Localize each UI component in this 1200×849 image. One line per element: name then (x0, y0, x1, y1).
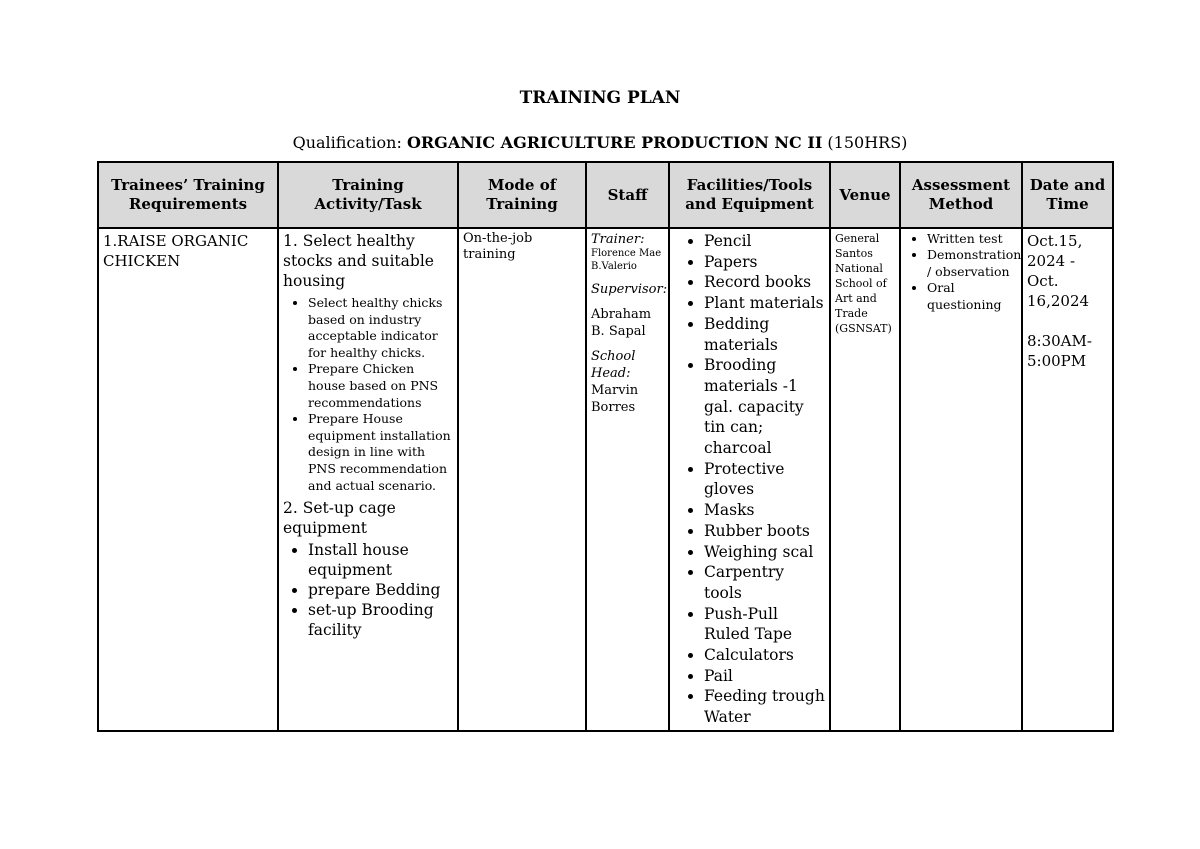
venue-cell: General Santos National School of Art and Trade (GSNSAT) (830, 228, 900, 731)
qualification-label: Qualification: (292, 133, 402, 152)
facility-item: • Calculators (704, 645, 825, 666)
requirement-cell: 1.RAISE ORGANIC CHICKEN (98, 228, 278, 731)
facility-item: • Bedding materials (704, 314, 825, 355)
trainer-label: Trainer: (591, 232, 645, 247)
task-1-title: 1. Select healthy stocks and suitable housing (283, 232, 434, 290)
facility-item: • Papers (704, 252, 825, 273)
assessment-item: • Demonstration / observation (927, 247, 1017, 280)
supervisor-name: Abraham B. Sapal (591, 307, 652, 339)
school-head-name: Marvin Borres (591, 383, 639, 415)
facilities-cell (669, 228, 830, 731)
task-2-item: • set-up Brooding facility (308, 600, 453, 640)
time-range: 8:30AM-5:00PM (1027, 332, 1092, 370)
task-2-title: 2. Set-up cage equipment (283, 499, 396, 538)
task-2-item: • prepare Bedding (308, 580, 453, 600)
facility-item: • Brooding materials -1 gal. capacity tin can; charcoal (704, 355, 825, 459)
date-cell (1022, 228, 1113, 731)
supervisor-label: Supervisor: (591, 282, 668, 297)
header-activity: Training Activity/Task (278, 162, 458, 228)
facility-item: • Pail (704, 666, 825, 687)
qualification-hours: (150HRS) (827, 133, 908, 152)
header-staff: Staff (586, 162, 669, 228)
facility-item: • Carpentry tools (704, 562, 825, 603)
task-1-item: • Prepare Chicken house based on PNS recommendations (308, 361, 453, 411)
mode-cell: On-the-job training (458, 228, 586, 731)
qualification-line (0, 133, 1200, 152)
facility-item: • Feeding trough Water (704, 686, 825, 727)
facility-item: • Masks (704, 500, 825, 521)
training-plan-table (97, 161, 1114, 732)
header-venue: Venue (830, 162, 900, 228)
facility-item: • Record books (704, 272, 825, 293)
staff-cell (586, 228, 669, 731)
task-1-item: • Select healthy chicks based on industry acceptable indicator for healthy chicks. (308, 295, 453, 361)
date-range: Oct.15, 2024 - Oct. 16,2024 (1027, 232, 1090, 310)
school-head-label: School Head: (591, 349, 636, 381)
activity-cell (278, 228, 458, 731)
facility-item: • Pencil (704, 231, 825, 252)
facility-item: • Protective gloves (704, 459, 825, 500)
facility-item: • Rubber boots (704, 521, 825, 542)
task-2-item: • Install house equipment (308, 540, 453, 580)
assessment-item: • Oral questioning (927, 280, 1017, 313)
task-1-item: • Prepare House equipment installation design in line with PNS recommendation and actual scenario. (308, 411, 453, 494)
assessment-item: • Written test (927, 231, 1017, 247)
facility-item: • Push-Pull Ruled Tape (704, 604, 825, 645)
header-assessment: Assessment Method (900, 162, 1022, 228)
header-mode: Mode of Training (458, 162, 586, 228)
header-requirements: Trainees’ Training Requirements (98, 162, 278, 228)
trainer-name: Florence Mae B.Valerio (591, 248, 662, 272)
header-date: Date and Time (1022, 162, 1113, 228)
facility-item: • Plant materials (704, 293, 825, 314)
table-row (98, 228, 1113, 731)
qualification-name: ORGANIC AGRICULTURE PRODUCTION NC II (406, 133, 823, 152)
assessment-cell (900, 228, 1022, 731)
header-facilities: Facilities/Tools and Equipment (669, 162, 830, 228)
facility-item: • Weighing scal (704, 542, 825, 563)
header-row (98, 162, 1113, 228)
document-title: TRAINING PLAN (519, 88, 681, 108)
